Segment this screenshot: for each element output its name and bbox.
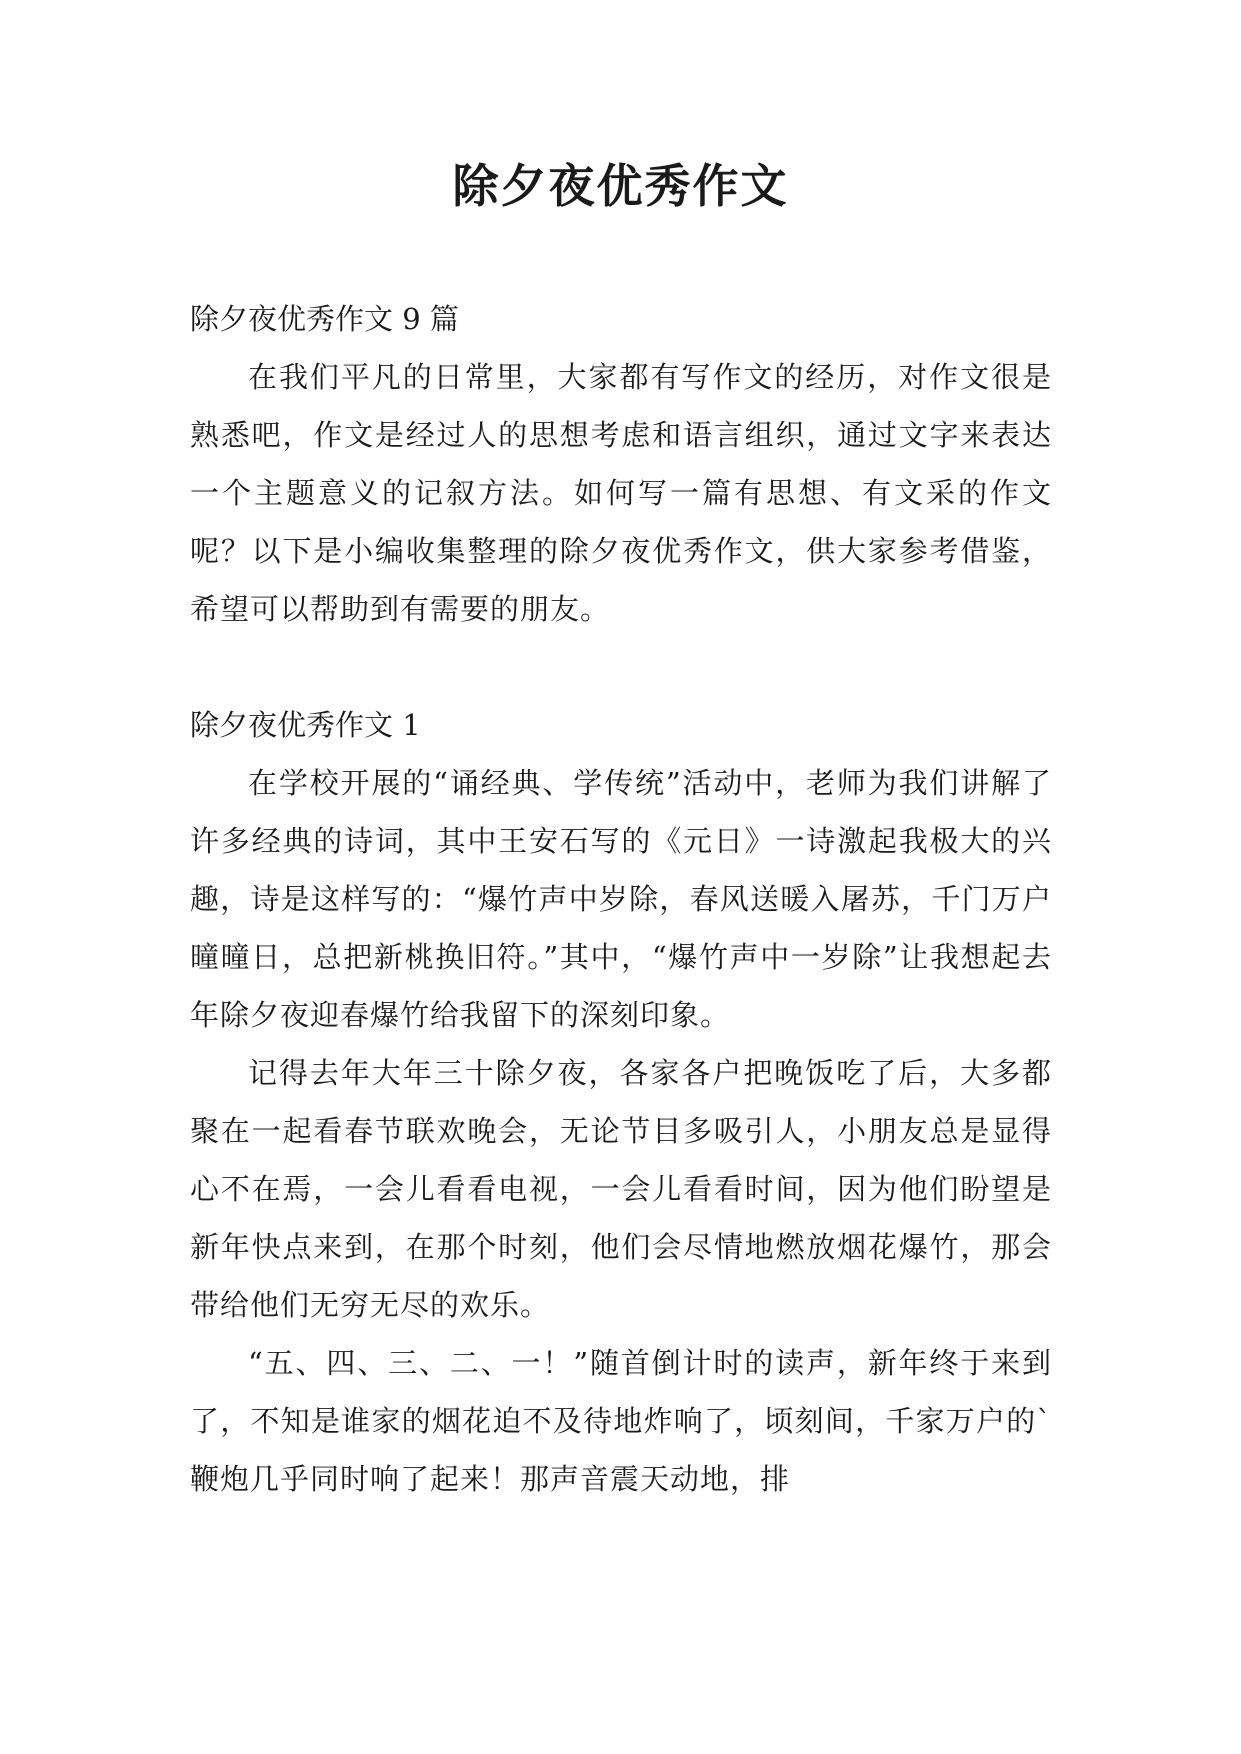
document-body	[190, 290, 1052, 1508]
document-title: 除夕夜优秀作文	[452, 159, 789, 213]
section-1-paragraph-3: “五、四、三、二、一！”随首倒计时的读声，新年终于来到了，不知是谁家的烟花迫不及待地炸响了，顷刻间，千家万户的`鞭炮几乎同时响了起来！那声音震天动地，排	[190, 1346, 1052, 1496]
section-1-paragraph-1: 在学校开展的“诵经典、学传统”活动中，老师为我们讲解了许多经典的诗词，其中王安石写的《元日》一诗激起我极大的兴趣，诗是这样写的：“爆竹声中岁除，春风送暖入屠苏，千门万户曈曈日，总把新桃换旧符。”其中，“爆竹声中一岁除”让我想起去年除夕夜迎春爆竹给我留下的深刻印象。	[190, 766, 1052, 1032]
intro-paragraph: 在我们平凡的日常里，大家都有写作文的经历，对作文很是熟悉吧，作文是经过人的思想考虑和语言组织，通过文字来表达一个主题意义的记叙方法。如何写一篇有思想、有文采的作文呢？以下是小编收集整理的除夕夜优秀作文，供大家参考借鉴，希望可以帮助到有需要的朋友。	[190, 360, 1052, 626]
section-1-paragraph-2: 记得去年大年三十除夕夜，各家各户把晚饭吃了后，大多都聚在一起看春节联欢晚会，无论节目多吸引人，小朋友总是显得心不在焉，一会儿看看电视，一会儿看看时间，因为他们盼望是新年快点来到，在那个时刻，他们会尽情地燃放烟花爆竹，那会带给他们无穷无尽的欢乐。	[190, 1056, 1052, 1322]
intro-heading: 除夕夜优秀作文 9 篇	[190, 302, 459, 336]
section-gap	[190, 638, 1052, 696]
section-1-heading: 除夕夜优秀作文 1	[190, 708, 421, 742]
